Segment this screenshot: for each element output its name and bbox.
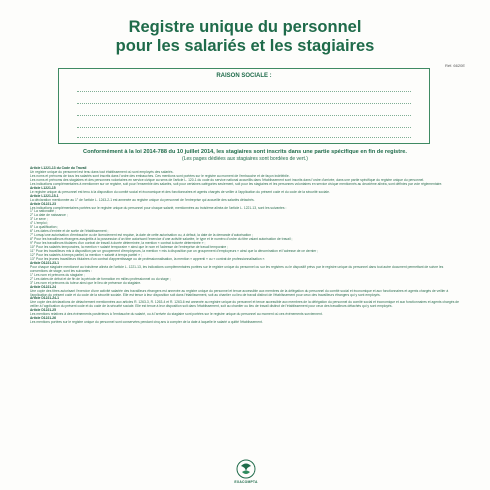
article-paragraph: 3° Le sexe ; [30,217,48,222]
raison-sociale-line [77,91,411,92]
article-paragraph: La déclaration mentionnée au 1° de l'article L. 1243-2-1 est annexée au registre unique du personnel de l'entreprise qui accueille des salariés détachés. [30,197,255,202]
article-paragraph: Les mentions portées sur le registre unique du personnel sont conservées pendant cinq ans à compter de la date à laquelle le salarié a quitté l'établissement. [30,320,263,325]
article-paragraph: 6° Les dates d'entrée et de sortie de l'établissement ; [30,229,109,234]
exacompta-logo [226,458,266,484]
article-heading: Article D1221-24-1 [30,296,59,301]
article-paragraph: 13° Pour les jeunes travailleurs titulaires d'un contrat d'apprentissage ou de professionnalisation, la mention « apprenti » ou « contrat de professionnalisation ». [30,256,266,261]
article-paragraph: 7° Lorsqu'une autorisation d'embauche ou de licenciement est requise, la date de cette autorisation ou, à défaut, la date de la demande d'autorisation ; [30,233,253,238]
title-line-1: Registre unique du personnel [128,18,362,36]
article-heading: Article L1221-15-1 [30,193,59,198]
article-paragraph: 4° L'emploi ; [30,221,49,226]
article-heading: Article D1221-23-1 [30,260,59,265]
page-title [60,18,430,56]
article-paragraph: 12° Pour les salariés à temps partiel, la mention « salarié à temps partiel » ; [30,252,142,257]
raison-sociale-box [58,68,430,144]
exacompta-logo-icon [235,458,257,480]
article-paragraph: 3° Les nom et prénoms du tuteur ainsi que le lieu de présence du stagiaire. [30,280,142,285]
conformity-main-text: Conformément à la loi 2014-788 du 10 juillet 2014, les stagiaires sont inscrits dans une partie spécifique en fin de registre. [83,149,407,155]
article-heading: Article L1221-13 du Code du Travail [30,166,87,170]
article-paragraph: Les indications complémentaires à mentionner sur ce registre, soit pour l'ensemble des salariés, soit pour certaines catégories seulement, soit pour les stagiaires et les personnes volontaires en service civique mentionnés au deuxième alinéa, sont définies par voie réglementaire. [30,181,443,186]
article-paragraph: Pour chaque stagiaire mentionné au troisième alinéa de l'article L. 1221-13, les indications complémentaires portées sur le registre unique du personnel ou sur les registres ou le dispositif prévu par le registre unique du personnel dans tout autre document permettant de suivre les conventions de stage, sont les suivantes : [30,264,444,273]
article-paragraph: Les noms et prénoms de tous les salariés sont inscrits dans l'ordre des embauches. Ces mentions sont portées sur le registre au moment de l'embauche et de façon indélébile. [30,173,290,178]
raison-sociale-line [77,103,411,104]
conformity-notice [30,149,460,162]
title-line-2: pour les salariés et les stagiaires [115,37,375,55]
raison-sociale-label: RAISON SOCIALE : [216,73,272,79]
article-paragraph: Les noms et prénoms des stagiaires et des personnes volontaires en service civique au sens de l'article L. 120-1 du code du service national accueillis dans l'établissement sont inscrits dans l'ordre d'arrivée, dans une partie spécifique du registre unique du personnel. [30,177,425,182]
article-paragraph: 9° Pour les travailleurs titulaires d'un contrat de travail à durée déterminée, la mention « contrat à durée déterminée » ; [30,241,206,246]
raison-sociale-line [77,137,411,138]
reference-code: Réf. 6620E [444,63,465,68]
raison-sociale-line [77,115,411,116]
article-paragraph: Les mentions relatives à des événements postérieurs à l'embauche du salarié, ou à l'arrivée du stagiaire sont portées sur le registre unique du personnel au moment où ces événements surviennent. [30,312,323,317]
article-paragraph: 8° Pour les travailleurs étrangers assujettis à la possession d'un titre autorisant l'exercice d'une activité salariée, le type et le numéro d'ordre du titre valant autorisation de travail ; [30,237,293,242]
article-heading: Article D1221-24 [30,284,57,289]
article-paragraph: 2° Les dates de début et de fin de la période de formation en milieu professionnel ou du stage ; [30,276,171,281]
logo-text: EXACOMPTA [234,480,258,484]
legal-articles [30,167,462,325]
raison-sociale-line [77,127,411,128]
article-paragraph: Les indications complémentaires portées sur le registre unique du personnel pour chaque salarié, mentionnées au troisième alinéa de l'article L. 1221-13, sont les suivantes : [30,205,287,210]
article-paragraph: Un registre unique du personnel est tenu dans tout établissement où sont employés des salariés. [30,169,174,174]
article-paragraph: Le registre unique du personnel est tenu à la disposition du comité social et économique et des fonctionnaires et agents chargés de veiller à l'application du présent code et du code de la sécurité sociale. [30,189,330,194]
article-paragraph: 5° La qualification ; [30,225,59,230]
conformity-sub-text: (Les pages dédiées aux stagiaires sont bordées de vert.) [182,156,308,162]
article-paragraph: 10° Pour les salariés temporaires, la mention « salarié temporaire » ainsi que le nom et l'adresse de l'entreprise de travail temporaire ; [30,245,229,250]
article-paragraph: Une copie des déclarations de détachement mentionnées aux articles R. 1263-3, R. 1263-4 et R. 1263-6 est annexée au registre unique du personnel et tenue accessible aux membres de la délégation du personnel du comité social et économique et aux fonctionnaires et agents chargés de veiller à l'application du présent code et du code de la sécurité sociale. Elle est tenue à leur disposition soit dans l'établissement, soit au chantier ou lieu de travail distinct de l'établissement pour ceux des travailleurs détachés qui y sont employés. [30,300,460,309]
article-paragraph: Une copie des titres autorisant l'exercice d'une activité salariée des travailleurs étrangers est annexée au registre unique du personnel et tenue accessible aux membres de la délégation du personnel du comité social et économique et aux fonctionnaires et agents chargés de veiller à l'application du présent code et du code de la sécurité sociale. Elle est tenue à leur disposition soit dans l'établissement, soit au chantier ou lieu de travail distinct de l'établissement pour ceux des travailleurs étrangers qui y sont employés. [30,288,449,297]
article-heading: Article D1221-25 [30,308,57,313]
article-paragraph: 2° La date de naissance ; [30,213,68,218]
article-paragraph: 1° Les nom et prénoms du stagiaire ; [30,272,85,277]
article-heading: Article D1221-26 [30,316,57,321]
article-heading: Article D1221-23 [30,201,57,206]
article-paragraph: 11° Pour les travailleurs mis à disposition par un groupement d'employeurs, la mention « mis à disposition par un groupement d'employeurs » ainsi que la dénomination et l'adresse de ce dernier ; [30,249,319,254]
article-heading: Article L1221-15 [30,185,56,190]
article-paragraph: 1° La nationalité ; [30,209,56,214]
